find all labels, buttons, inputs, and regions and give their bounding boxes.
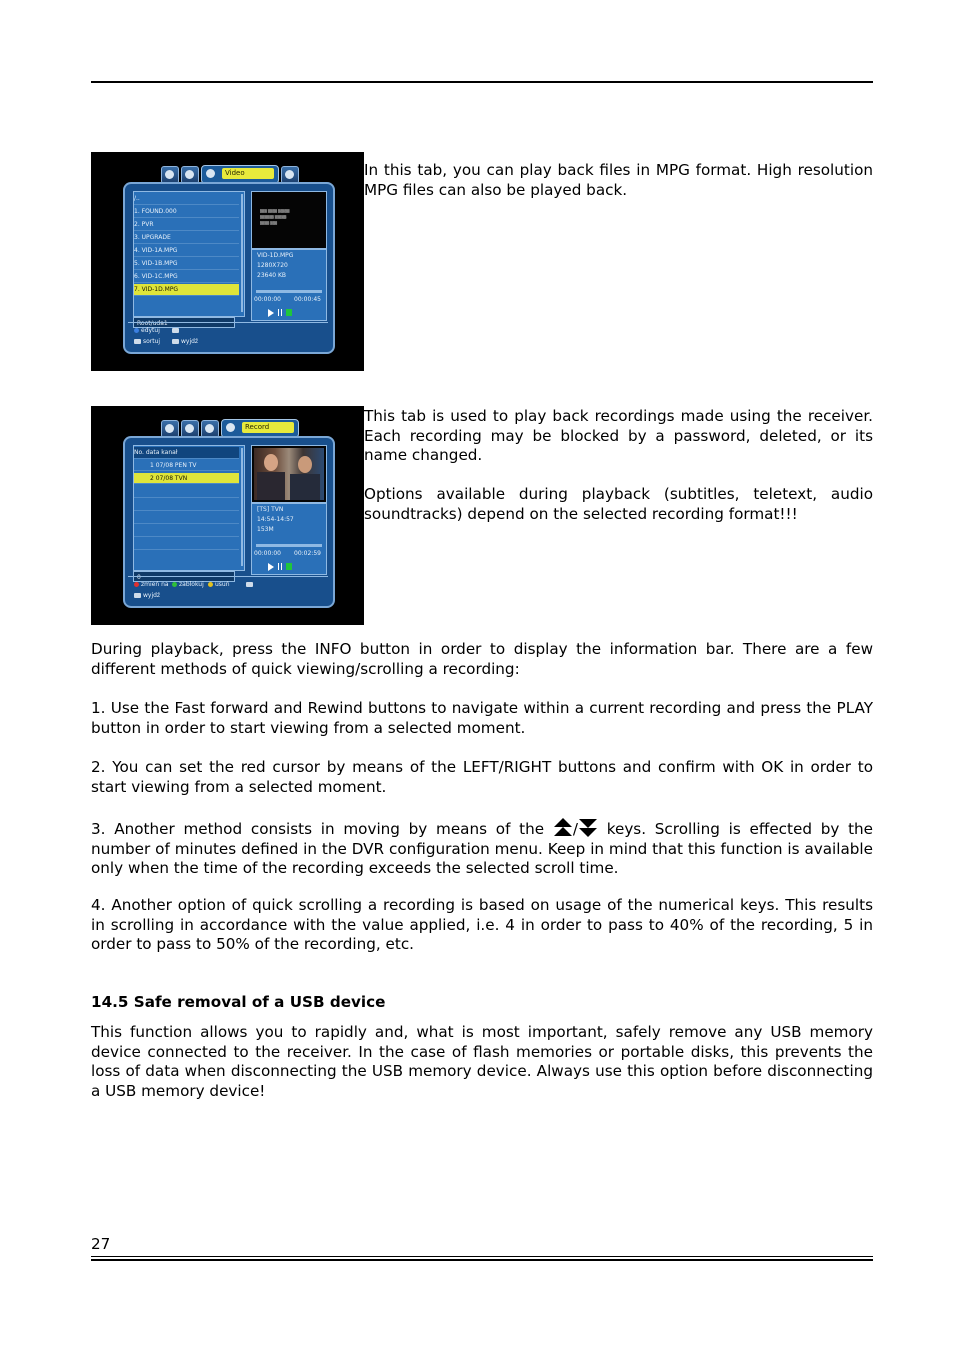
info-size: 153M [257, 526, 274, 533]
key-icon [134, 339, 141, 344]
empty-row [134, 486, 239, 498]
video-icon [206, 169, 215, 178]
figure-right [290, 474, 320, 500]
file-info-box [251, 249, 327, 321]
key-icon [172, 339, 179, 344]
settings-icon [165, 424, 174, 433]
footer-lock: zablokuj [172, 580, 204, 589]
footer-sort: sortuj [134, 337, 160, 346]
tv-thumbnail [254, 448, 324, 500]
path-bar: Root/uda1 [133, 317, 235, 328]
info-resolution: 1280X720 [257, 262, 288, 269]
blue-key-icon [134, 328, 139, 333]
info-file: VID-1D.MPG [257, 252, 294, 259]
play-icon [268, 309, 274, 317]
table-row: 1 07/08 PEN TV [134, 460, 239, 471]
file-list [133, 191, 245, 317]
footer-exit: wyjdź [134, 591, 160, 600]
path-bar: 0 [133, 571, 235, 582]
empty-row [134, 512, 239, 524]
empty-row [134, 538, 239, 550]
footer-edit: edytuj [134, 326, 160, 335]
record-tab-screenshot [91, 406, 364, 625]
red-key-icon [134, 582, 139, 587]
play-icon [268, 563, 274, 571]
section-heading: 14.5 Safe removal of a USB device [91, 993, 386, 1011]
info-channel: [TS] TVN [257, 506, 284, 513]
footer-key [246, 580, 255, 589]
table-row-selected: 2 07/08 TVN [134, 473, 239, 484]
yellow-key-icon [208, 582, 213, 587]
green-key-icon [172, 582, 177, 587]
preview-content: ▒▒▒ ▒▒▒▒ ▒▒▒▒▒ ▒▒▒▒▒▒ ▒▒▒▒▒ ▒▒▒▒ ▒▒▒ [260, 209, 290, 225]
music-icon [185, 424, 194, 433]
tab-record-label: Record [242, 422, 294, 433]
tab-video-label: Video [222, 168, 274, 179]
key-icon [134, 593, 141, 598]
stop-icon [286, 309, 292, 316]
footer-delete: usuń [208, 580, 230, 589]
recording-preview [251, 445, 327, 503]
page-number: 27 [91, 1235, 111, 1253]
key-icon [246, 582, 253, 587]
section-text: This function allows you to rapidly and, what is most important, safely remove any USB memory device connected to the receiver. In the case of flash memories or portable disks, this prevents the loss of data when disconnecting the USB memory device. Always use this option before disconnecting a USB memory device! [91, 1023, 873, 1100]
recordings-list [133, 445, 245, 571]
figure-left [257, 472, 285, 500]
record-tab-description: This tab is used to play back recordings made using the receiver. Each recording may be blocked by a password, deleted, or its name changed. Options available during playback (subtitles, teletext, audio soundtracks) depend on the selected recording format!!! [364, 407, 873, 523]
pause-icon [278, 563, 282, 570]
progress-bar [256, 290, 322, 293]
playback-intro: During playback, press the INFO button in order to display the information bar. There are a few different methods of quick viewing/scrolling a recording: [91, 640, 873, 678]
footer-key [172, 326, 181, 335]
footer-exit: wyjdź [172, 337, 198, 346]
method-3: 3. Another method consists in moving by means of the / keys. Scrolling is effected by the number of minutes defined in the DVR configuration menu. Keep in mind that this function is available only when the time of the recording exceeds the selected scroll time. [91, 820, 874, 878]
time-end: 00:02:59 [294, 550, 321, 557]
list-item-selected: 7. VID-1D.MPG [134, 284, 239, 296]
list-item: 1. FOUND.000 [134, 206, 239, 218]
screen-footer [128, 576, 328, 603]
empty-row [134, 499, 239, 511]
progress-bar [256, 544, 322, 547]
video-tab-screenshot [91, 152, 364, 371]
face-left [264, 454, 278, 471]
method-2: 2. You can set the red cursor by means of the LEFT/RIGHT buttons and confirm with OK in order to start viewing from a selected moment. [91, 758, 873, 796]
double-up-arrow-icon [553, 818, 573, 837]
footer-rename: zmień na [134, 580, 169, 589]
list-item: 6. VID-1C.MPG [134, 271, 239, 283]
method-4: 4. Another option of quick scrolling a recording is based on usage of the numerical keys. This results in scrolling in accordance with the value applied, i.e. 4 in order to pass to 40% of the recording, 5 in order to pass to 50% of the recording, etc. [91, 896, 873, 954]
info-time: 14:54-14:57 [257, 516, 294, 523]
list-item: 4. VID-1A.MPG [134, 245, 239, 257]
settings-icon [165, 170, 174, 179]
video-preview [251, 191, 327, 249]
info-size: 23640 KB [257, 272, 287, 279]
footer-rule-thick [91, 1259, 873, 1261]
recording-info-box [251, 503, 327, 575]
list-item: 3. UPGRADE [134, 232, 239, 244]
stop-icon [286, 563, 292, 570]
list-scrollbar [241, 194, 243, 312]
list-header: No. data kanał [134, 447, 239, 459]
record-icon [226, 423, 235, 432]
method-1: 1. Use the Fast forward and Rewind buttons to navigate within a current recording and press the PLAY button in order to start viewing from a selected moment. [91, 699, 873, 737]
music-icon [185, 170, 194, 179]
double-down-arrow-icon [578, 818, 598, 837]
pause-icon [278, 309, 282, 316]
time-start: 00:00:00 [254, 550, 281, 557]
record-icon [285, 170, 294, 179]
key-icon [172, 328, 179, 333]
screen-footer [128, 322, 328, 349]
empty-row [134, 525, 239, 537]
header-rule [91, 81, 873, 83]
time-start: 00:00:00 [254, 296, 281, 303]
list-item: 5. VID-1B.MPG [134, 258, 239, 270]
list-item: /.. [134, 193, 239, 205]
video-tab-description: In this tab, you can play back files in MPG format. High resolution MPG files can also be played back. [364, 161, 873, 199]
face-right [298, 456, 312, 473]
footer-rule-thin [91, 1256, 873, 1257]
time-end: 00:00:45 [294, 296, 321, 303]
list-item: 2. PVR [134, 219, 239, 231]
list-scrollbar [241, 448, 243, 566]
video-icon [205, 424, 214, 433]
